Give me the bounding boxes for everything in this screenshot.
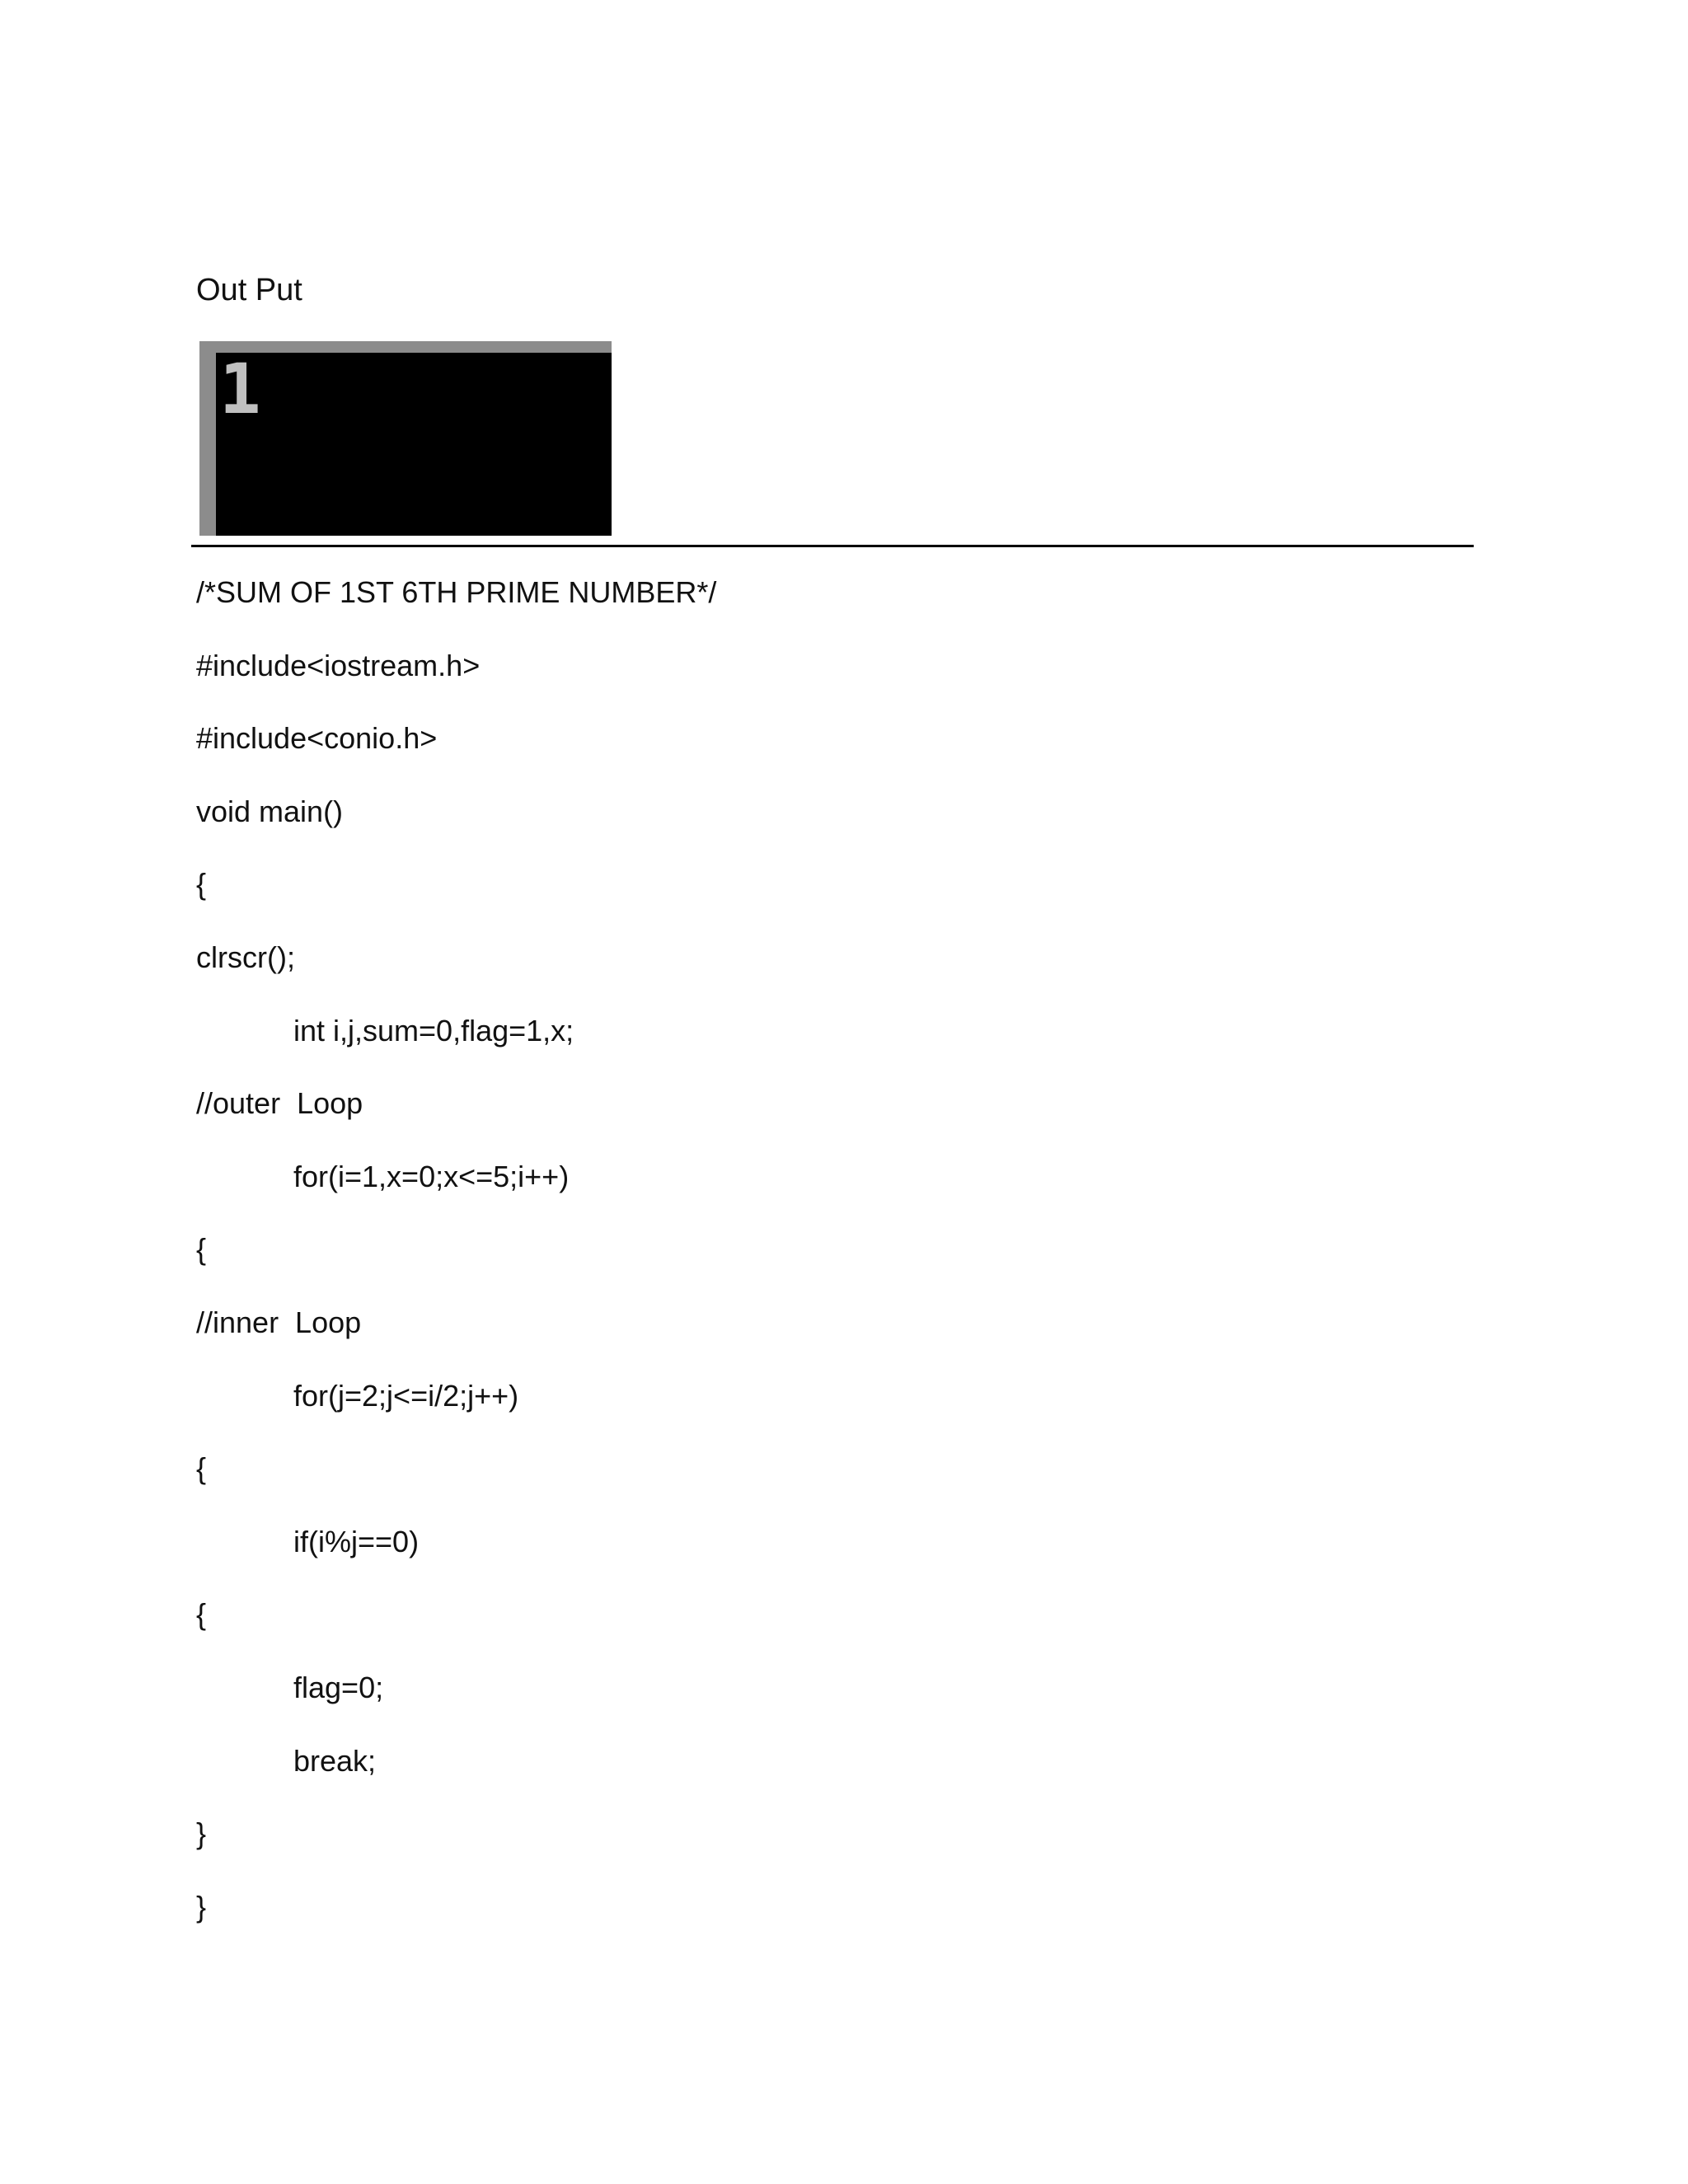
code-line: flag=0; — [293, 1671, 384, 1704]
horizontal-rule — [191, 545, 1474, 547]
code-line: #include<conio.h> — [196, 721, 438, 755]
code-line: /*SUM OF 1ST 6TH PRIME NUMBER*/ — [196, 575, 717, 609]
code-line: #include<iostream.h> — [196, 649, 481, 682]
code-line: } — [196, 1890, 207, 1924]
console-screen — [216, 349, 612, 536]
code-line: //inner Loop — [196, 1305, 362, 1339]
code-line: int i,j,sum=0,flag=1,x; — [293, 1014, 574, 1047]
code-line: { — [196, 1597, 207, 1631]
console-window — [199, 341, 612, 536]
code-line: { — [196, 1232, 207, 1266]
code-line: { — [196, 1451, 207, 1485]
console-output: 1 — [219, 349, 261, 429]
code-line: void main() — [196, 794, 344, 828]
code-line: break; — [293, 1744, 377, 1778]
code-line: } — [196, 1816, 207, 1850]
code-line: for(i=1,x=0;x<=5;i++) — [293, 1160, 570, 1193]
output-heading: Out Put — [196, 273, 302, 307]
code-line: { — [196, 867, 207, 901]
code-line: clrscr(); — [196, 940, 295, 974]
code-line: //outer Loop — [196, 1086, 363, 1120]
code-line: if(i%j==0) — [293, 1525, 420, 1558]
code-line: for(j=2;j<=i/2;j++) — [293, 1379, 519, 1413]
